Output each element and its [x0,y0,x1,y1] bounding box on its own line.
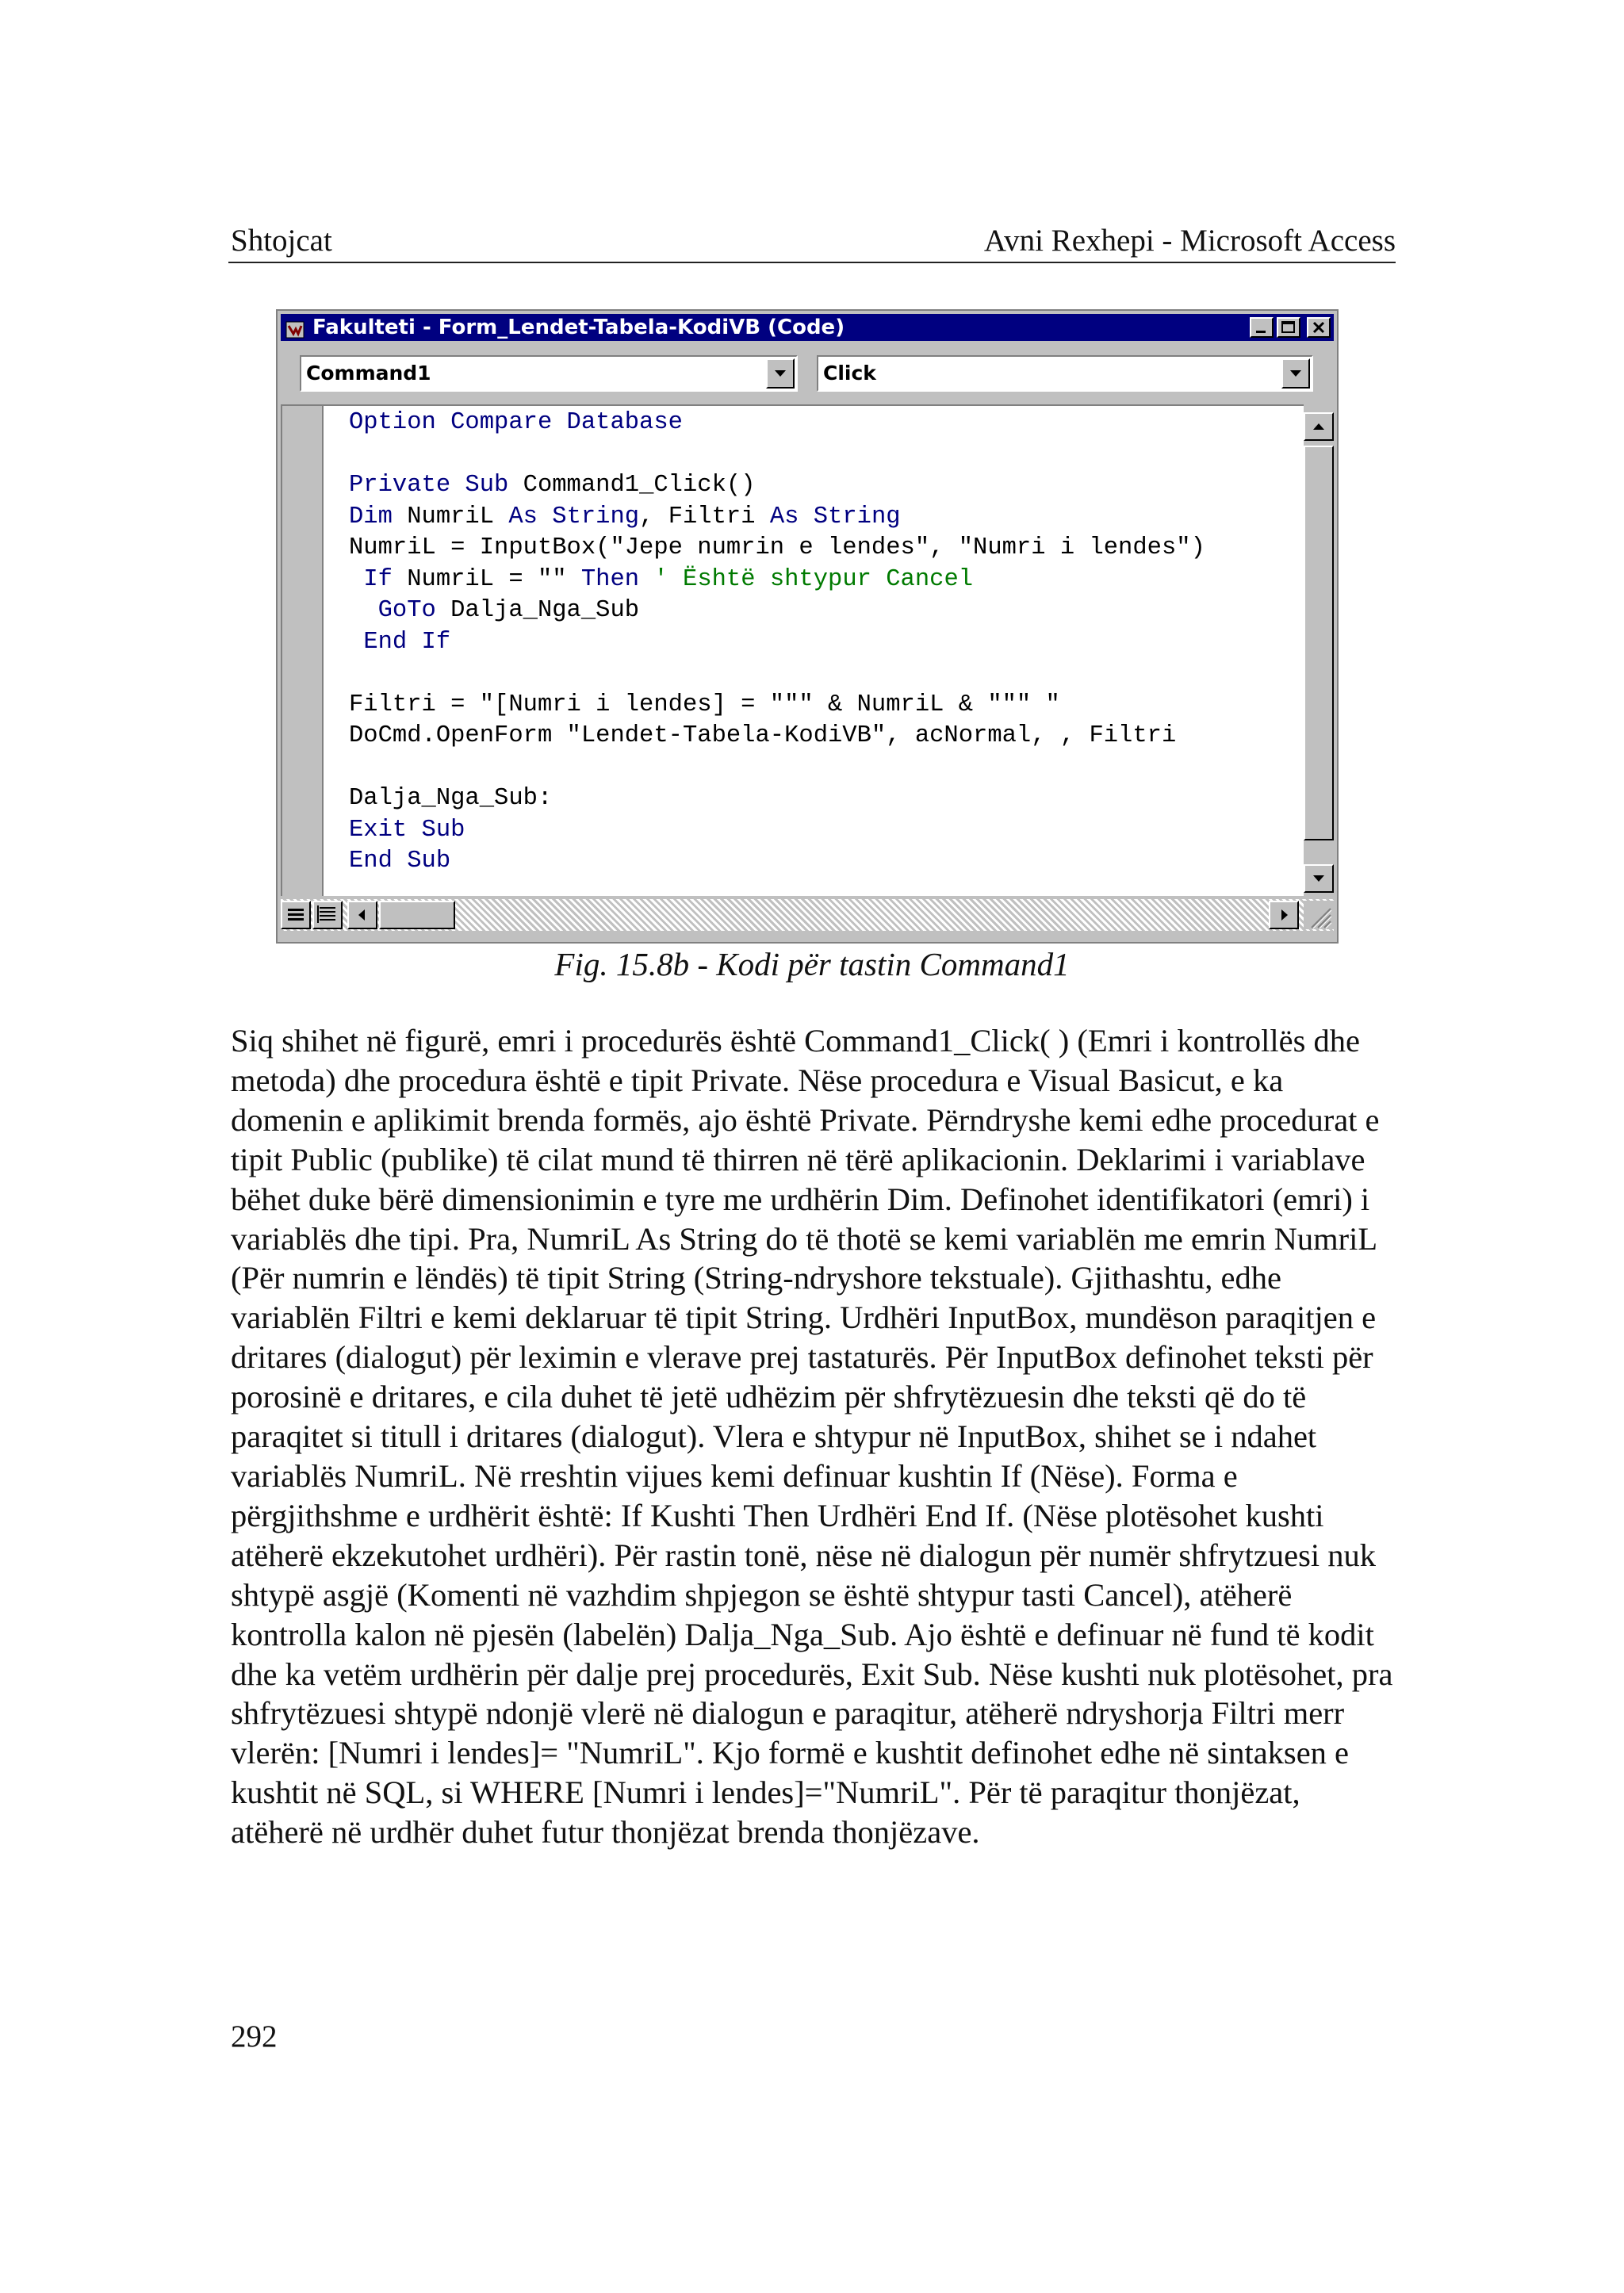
scroll-right-arrow-icon[interactable] [1269,901,1299,929]
title-bar[interactable] [281,314,1334,341]
body-paragraph [231,1021,1396,1852]
margin-indicator-bar [282,406,324,896]
code-line [349,409,683,436]
code-line: DoCmd.OpenForm "Lendet-Tabela-KodiVB", acNormal, , Filtri [349,722,1177,749]
code-line: Exit Sub [349,816,465,844]
full-module-view-icon[interactable] [312,901,343,929]
object-combo[interactable] [300,355,798,392]
code-line: If NumriL = "" Then ' Është shtypur Cancel [363,565,974,593]
header-rule [228,262,1396,263]
chevron-down-icon[interactable] [766,358,795,389]
figure-caption: Fig. 15.8b - Kodi për tastin Command1 [554,946,1070,982]
procedure-combo-value: Click [823,362,876,385]
scroll-down-arrow-icon[interactable] [1304,864,1334,893]
close-button[interactable] [1307,317,1331,338]
resize-grip-icon[interactable] [1304,901,1334,929]
code-line: End If [363,628,451,656]
page-number: 292 [231,2019,278,2054]
code-line: Dalja_Nga_Sub: [349,785,553,812]
scroll-left-arrow-icon[interactable] [347,901,377,929]
code-editor[interactable] [281,404,1304,896]
horizontal-scrollbar[interactable] [281,899,1334,931]
vertical-scrollbar[interactable] [1304,404,1335,896]
code-line: Private Sub Command1_Click() [349,472,756,499]
procedure-combo[interactable] [817,355,1313,392]
code-line: Filtri = "[Numri i lendes] = """ & NumriL & """ " [349,691,1060,718]
code-line: GoTo Dalja_Nga_Sub [377,597,640,624]
code-line-text: Option Compare Database [349,409,683,436]
object-combo-value: Command1 [306,362,431,385]
chevron-down-icon[interactable] [1281,358,1310,389]
horizontal-scroll-thumb[interactable] [379,901,455,929]
running-header-section: Shtojcat [231,224,332,258]
minimize-button[interactable] [1250,317,1274,338]
maximize-button[interactable] [1277,317,1300,338]
module-icon [285,319,304,336]
code-text[interactable] [349,408,1205,878]
paragraph-text: Siq shihet në figurë, emri i procedurës është Command1_Click( ) (Emri i kontrollës dhe metoda) dhe procedura është e tipit Private. Nëse procedura e Visual Basicut, e ka domenin e aplikimit brenda formës, ajo është Private. Përndryshe kemi edhe procedurat e tipit Public (publike) të cilat mund të thirren në tërë aplikacionin. Deklarimi i variablave bëhet duke bërë dimensionimin e tyre me urdhërin Dim. Definohet identifikatori (emri) i variablës dhe tipi. Pra, NumriL As String do të thotë se kemi variablën me emrin NumriL (Për numrin e lëndës) të tipit String (String-ndryshore tekstuale). Gjithashtu, edhe variablën Filtri e kemi deklaruar të tipit String. Urdhëri InputBox, mundëson paraqitjen e dritares (dialogut) për leximin e vlerave prej tastaturës. Për InputBox definohet teksti për porosinë e dritares, e cila duhet të jetë udhëzim për shfrytëzuesin dhe teksti që do të paraqitet si titull i dritares (dialogut). Vlera e shtypur në InputBox, shihet se i ndahet variablës NumriL. Në rreshtin vijues kemi definuar kushtin If (Nëse). Forma e përgjithshme e urdhërit është: If Kushti Then Urdhëri End If. (Nëse plotësohet kushti atëherë ekzekutohet urdhëri). Për rastin tonë, nëse në dialogun për numër shfrytzuesi nuk shtypë asgjë (Komenti në vazhdim shpjegon se është shtypur tasti Cancel), atëherë kontrolla kalon në pjesën (labelën) Dalja_Nga_Sub. Ajo është e definuar në fund të kodit dhe ka vetëm urdhërin për dalje prej procedurës, Exit Sub. Nëse kushti nuk plotësohet, pra shfrytëzuesi shtypë ndonjë vlerë në dialogun e paraqitur, atëherë ndryshorja Filtri merr vlerën: [Numri i lendes]= "NumriL". Kjo formë e kushtit definohet edhe në sintaksen e kushtit në SQL, si WHERE [Numri i lendes]="NumriL". Për të paraqitur thonjëzat, atëherë në urdhër duhet futur thonjëzat brenda thonjëzave. [231,1023,1393,1851]
window-title: Fakulteti - Form_Lendet-Tabela-KodiVB (Code) [312,316,845,339]
code-line: NumriL = InputBox("Jepe numrin e lendes", "Numri i lendes") [349,534,1205,561]
scroll-thumb[interactable] [1304,446,1334,840]
running-header-title: Avni Rexhepi - Microsoft Access [983,224,1396,258]
code-window [276,309,1339,944]
scroll-up-arrow-icon[interactable] [1304,412,1334,441]
code-line: Dim NumriL As String, Filtri As String [349,503,901,530]
code-line: End Sub [349,848,451,875]
procedure-view-icon[interactable] [281,901,311,929]
